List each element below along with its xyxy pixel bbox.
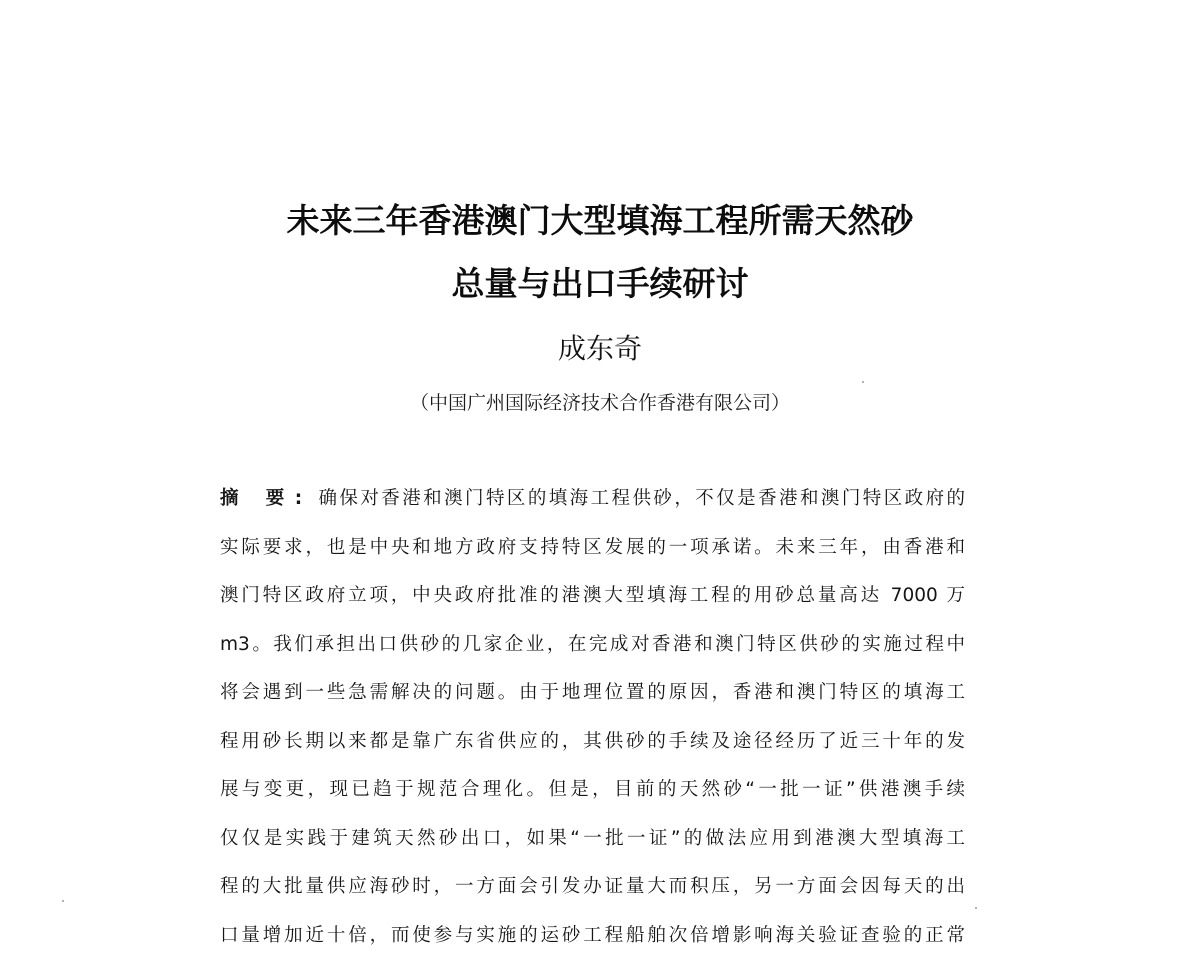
scan-speck: [862, 381, 864, 383]
abstract-line: 展与变更，现已趋于规范合理化。但是，目前的天然砂“一批一证”供港澳手续: [220, 775, 965, 824]
paper-title-line-2: 总量与出口手续研讨: [0, 258, 1200, 305]
scan-speck: [62, 900, 64, 902]
abstract-line: [220, 484, 965, 533]
abstract-line: 仅仅是实践于建筑天然砂出口，如果“一批一证”的做法应用到港澳大型填海工: [220, 824, 965, 873]
abstract-line: 程的大批量供应海砂时，一方面会引发办证量大而积压，另一方面会因每天的出: [220, 872, 965, 921]
abstract-line: m3。我们承担出口供砂的几家企业，在完成对香港和澳门特区供砂的实施过程中: [220, 630, 965, 679]
author-name: 成东奇: [0, 327, 1200, 367]
abstract-line: 实际要求，也是中央和地方政府支持特区发展的一项承诺。未来三年，由香港和: [220, 533, 965, 582]
abstract-line: 澳门特区政府立项，中央政府批准的港澳大型填海工程的用砂总量高达 7000 万: [220, 581, 965, 630]
abstract-line: 口量增加近十倍，而使参与实施的运砂工程船舶次倍增影响海关验证查验的正常: [220, 921, 965, 969]
author-affiliation: （中国广州国际经济技术合作香港有限公司）: [0, 388, 1200, 415]
abstract-label: 摘 要:: [220, 488, 310, 509]
paper-title-line-1: 未来三年香港澳门大型填海工程所需天然砂: [0, 195, 1200, 242]
abstract-line: 程用砂长期以来都是靠广东省供应的，其供砂的手续及途径经历了近三十年的发: [220, 727, 965, 776]
scan-speck: [975, 907, 977, 909]
abstract-first-line-text: 确保对香港和澳门特区的填海工程供砂，不仅是香港和澳门特区政府的: [310, 488, 965, 509]
abstract-line: 将会遇到一些急需解决的问题。由于地理位置的原因，香港和澳门特区的填海工: [220, 678, 965, 727]
abstract-block: [220, 484, 965, 969]
